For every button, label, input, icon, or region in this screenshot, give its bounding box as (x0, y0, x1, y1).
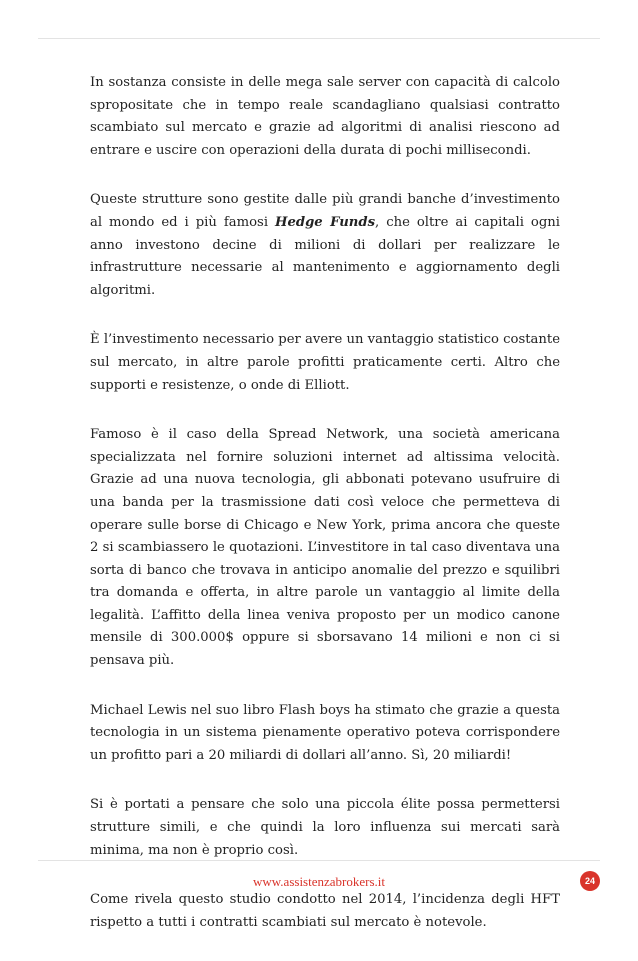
paragraph-6: Si è portati a pensare che solo una piccola élite possa permettersi strutture simili, e che quindi la loro influenza sui mercati sarà minima, ma non è proprio così. (90, 797, 560, 858)
footer-divider (38, 860, 600, 861)
page-number-badge: 24 (580, 871, 600, 891)
page-body (90, 72, 560, 961)
paragraph-5: Michael Lewis nel suo libro Flash boys ha stimato che grazie a questa tecnologia in un sistema pienamente operativo poteva corrispondere un profitto pari a 20 miliardi di dollari all’anno. Sì, 20 miliardi! (90, 702, 560, 763)
paragraph-1: In sostanza consiste in delle mega sale server con capacità di calcolo spropositate che in tempo reale scandagliano qualsiasi contratto scambiato sul mercato e grazie ad algoritmi di analisi riescono ad entrare e uscire con operazioni della durata di pochi millisecondi. (90, 75, 560, 158)
paragraph-7: Come rivela questo studio condotto nel 2014, l’incidenza degli HFT rispetto a tutti i contratti scambiati sul mercato è notevole. (90, 892, 560, 930)
website-link[interactable]: www.assistenzabrokers.it (252, 874, 385, 889)
paragraph-2 (90, 189, 560, 302)
paragraph-2-end: , che oltre ai capitali ogni anno investono decine di milioni di dollari per realizzare le infrastrutture necessarie al mantenimento e aggiornamento degli algoritmi. (90, 214, 561, 298)
hedge-funds-emphasis: Hedge Funds (275, 214, 376, 230)
header-divider (38, 38, 600, 39)
paragraph-3: È l’investimento necessario per avere un vantaggio statistico costante sul mercato, in altre parole profitti praticamente certi. Altro che supporti e resistenze, o onde di Elliott. (90, 332, 560, 393)
paragraph-2-start: Queste strutture sono gestite dalle più grandi banche d’investimento al mondo ed i più famosi (90, 192, 560, 230)
paragraph-4: Famoso è il caso della Spread Network, una società americana specializzata nel fornire soluzioni internet ad altissima velocità. Grazie ad una nuova tecnologia, gli abbonati potevano usufruire di una banda per la trasmissione dati così veloce che permetteva di operare sulle borse di Chicago e New York, prima ancora che queste 2 si scambiassero le quotazioni. L’investitore in tal caso diventava una sorta di banco che trovava in anticipo anomalie del prezzo e squilibri tra domanda e offerta, in altre parole un vantaggio al limite della legalità. L’affitto della linea veniva proposto per un modico canone mensile di 300.000$ oppure si sborsavano 14 milioni e non ci si pensava più. (90, 427, 560, 669)
